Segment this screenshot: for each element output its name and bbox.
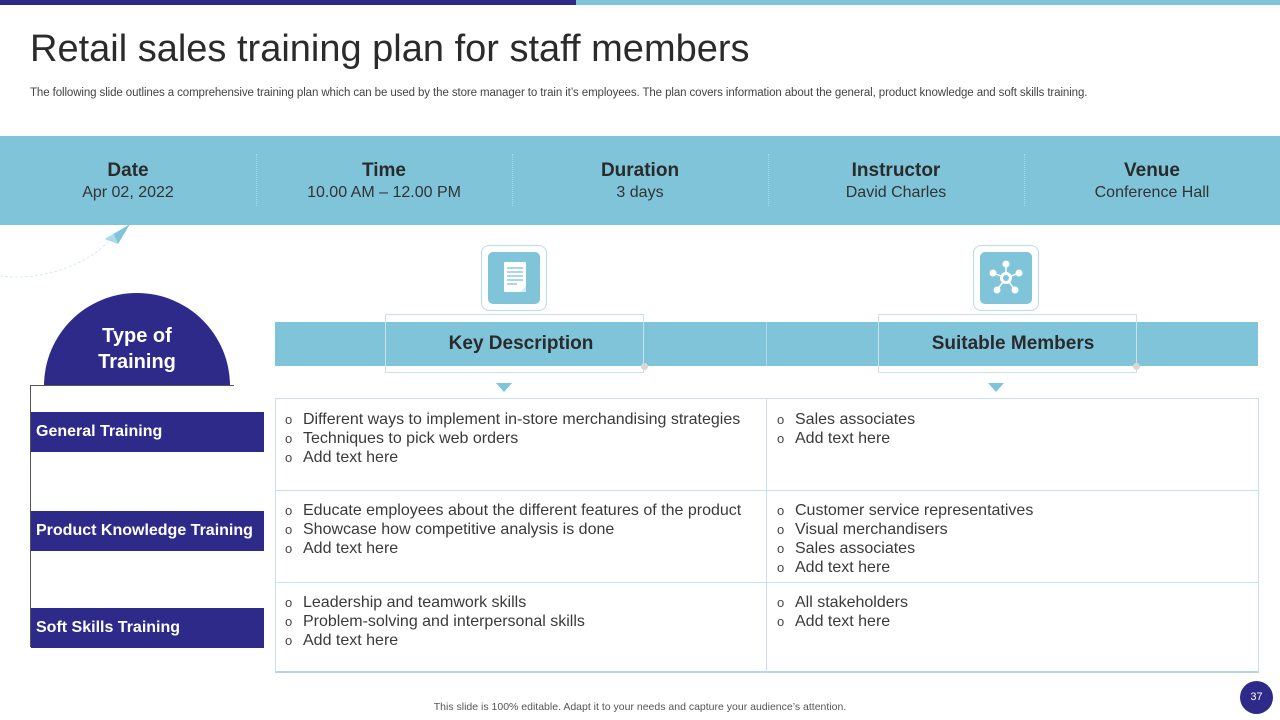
list-item <box>285 429 740 448</box>
document-icon <box>492 256 536 300</box>
bullet-icon: o <box>777 503 785 518</box>
list-item <box>777 520 1033 539</box>
members-arrow-icon <box>988 383 1004 392</box>
team-network-icon <box>984 256 1028 300</box>
bullet-icon: o <box>285 595 293 610</box>
list-item <box>285 539 741 558</box>
list-item-text: Problem-solving and interpersonal skills <box>303 613 585 630</box>
list-item <box>285 410 740 429</box>
table-cell-members <box>777 410 915 448</box>
table-cell-members <box>777 593 908 631</box>
info-label: Venue <box>1124 160 1180 181</box>
list-item <box>777 429 915 448</box>
info-instructor <box>768 136 1024 225</box>
list-item-text: Add text here <box>795 613 891 630</box>
info-value: David Charles <box>845 184 947 201</box>
info-value: Apr 02, 2022 <box>82 184 174 201</box>
info-value: Conference Hall <box>1094 184 1210 201</box>
bullet-icon: o <box>285 541 293 556</box>
list-item-text: Showcase how competitive analysis is done <box>303 521 615 538</box>
top-bracket-line <box>30 385 234 386</box>
bullet-icon: o <box>285 431 293 446</box>
list-item <box>777 539 1033 558</box>
info-date <box>0 136 256 225</box>
list-item-text: Different ways to implement in-store merchandising strategies <box>303 411 741 428</box>
column-header-divider <box>766 322 767 366</box>
info-value: 3 days <box>616 184 664 201</box>
list-item <box>285 612 585 631</box>
list-item <box>777 410 915 429</box>
bullet-icon: o <box>777 541 785 556</box>
table-row-divider <box>275 490 1259 491</box>
info-label: Duration <box>600 160 680 181</box>
paper-plane-icon <box>0 222 140 282</box>
bullet-icon: o <box>285 522 293 537</box>
bullet-icon: o <box>777 560 785 575</box>
bullet-icon: o <box>777 595 785 610</box>
info-venue <box>1024 136 1280 225</box>
list-item <box>285 520 741 539</box>
session-info-band <box>0 136 1280 225</box>
top-accent-bar <box>0 0 1280 5</box>
list-item-text: Customer service representatives <box>795 502 1034 519</box>
bullet-icon: o <box>285 614 293 629</box>
bullet-icon: o <box>285 450 293 465</box>
info-duration <box>512 136 768 225</box>
list-item <box>285 593 585 612</box>
info-time <box>256 136 512 225</box>
list-item <box>777 501 1033 520</box>
bullet-icon: o <box>777 412 785 427</box>
list-item <box>777 558 1033 577</box>
row-label-general: General Training <box>31 412 264 452</box>
list-item-text: Leadership and teamwork skills <box>303 594 527 611</box>
list-item-text: Add text here <box>795 430 891 447</box>
document-icon-box <box>481 245 547 311</box>
footer-note: This slide is 100% editable. Adapt it to your needs and capture your audience’s attention. <box>433 701 847 713</box>
list-item-text: Techniques to pick web orders <box>303 430 519 447</box>
table-cell-description <box>285 593 585 650</box>
type-of-training-title <box>44 323 230 375</box>
slide-subtitle: The following slide outlines a comprehensive training plan which can be used by the store manager to train it’s employees. The plan covers information about the general, product knowledge and soft skills training. <box>30 87 1088 99</box>
table-cell-members <box>777 501 1033 577</box>
info-value: 10.00 AM – 12.00 PM <box>307 184 461 201</box>
bullet-icon: o <box>777 522 785 537</box>
table-column-divider <box>766 398 767 673</box>
list-item-text: Sales associates <box>795 411 916 428</box>
row-label-soft-skills: Soft Skills Training <box>31 608 264 648</box>
bullet-icon: o <box>777 431 785 446</box>
list-item-text: Educate employees about the different features of the product <box>303 502 742 519</box>
list-item-text: Add text here <box>303 449 399 466</box>
row-label-product: Product Knowledge Training <box>31 511 264 551</box>
connector-dot <box>641 363 648 370</box>
list-item-text: Add text here <box>303 632 399 649</box>
connector-dot <box>1133 363 1140 370</box>
column-header-description: Key Description <box>448 333 594 354</box>
list-item <box>285 631 585 650</box>
top-bar-dark-segment <box>0 0 576 5</box>
table-row-divider <box>275 582 1259 583</box>
table-cell-description <box>285 410 740 467</box>
bullet-icon: o <box>777 614 785 629</box>
bullet-icon: o <box>285 412 293 427</box>
list-item <box>285 501 741 520</box>
team-icon-box <box>973 245 1039 311</box>
type-heading-line2: Training <box>98 351 176 373</box>
list-item-text: Add text here <box>303 540 399 557</box>
page-number-badge: 37 <box>1240 681 1273 714</box>
bullet-icon: o <box>285 633 293 648</box>
info-label: Date <box>107 160 149 181</box>
list-item-text: Visual merchandisers <box>795 521 948 538</box>
description-arrow-icon <box>496 383 512 392</box>
column-header-members: Suitable Members <box>931 333 1095 354</box>
list-item <box>777 612 908 631</box>
info-label: Instructor <box>851 160 941 181</box>
top-bar-light-segment <box>576 0 1280 5</box>
list-item-text: Sales associates <box>795 540 916 557</box>
list-item-text: All stakeholders <box>795 594 908 611</box>
info-label: Time <box>361 160 406 181</box>
slide-title: Retail sales training plan for staff members <box>30 28 750 70</box>
table-cell-description <box>285 501 741 558</box>
bullet-icon: o <box>285 503 293 518</box>
list-item <box>777 593 908 612</box>
type-heading-line1: Type of <box>102 325 172 347</box>
list-item-text: Add text here <box>795 559 891 576</box>
list-item <box>285 448 740 467</box>
